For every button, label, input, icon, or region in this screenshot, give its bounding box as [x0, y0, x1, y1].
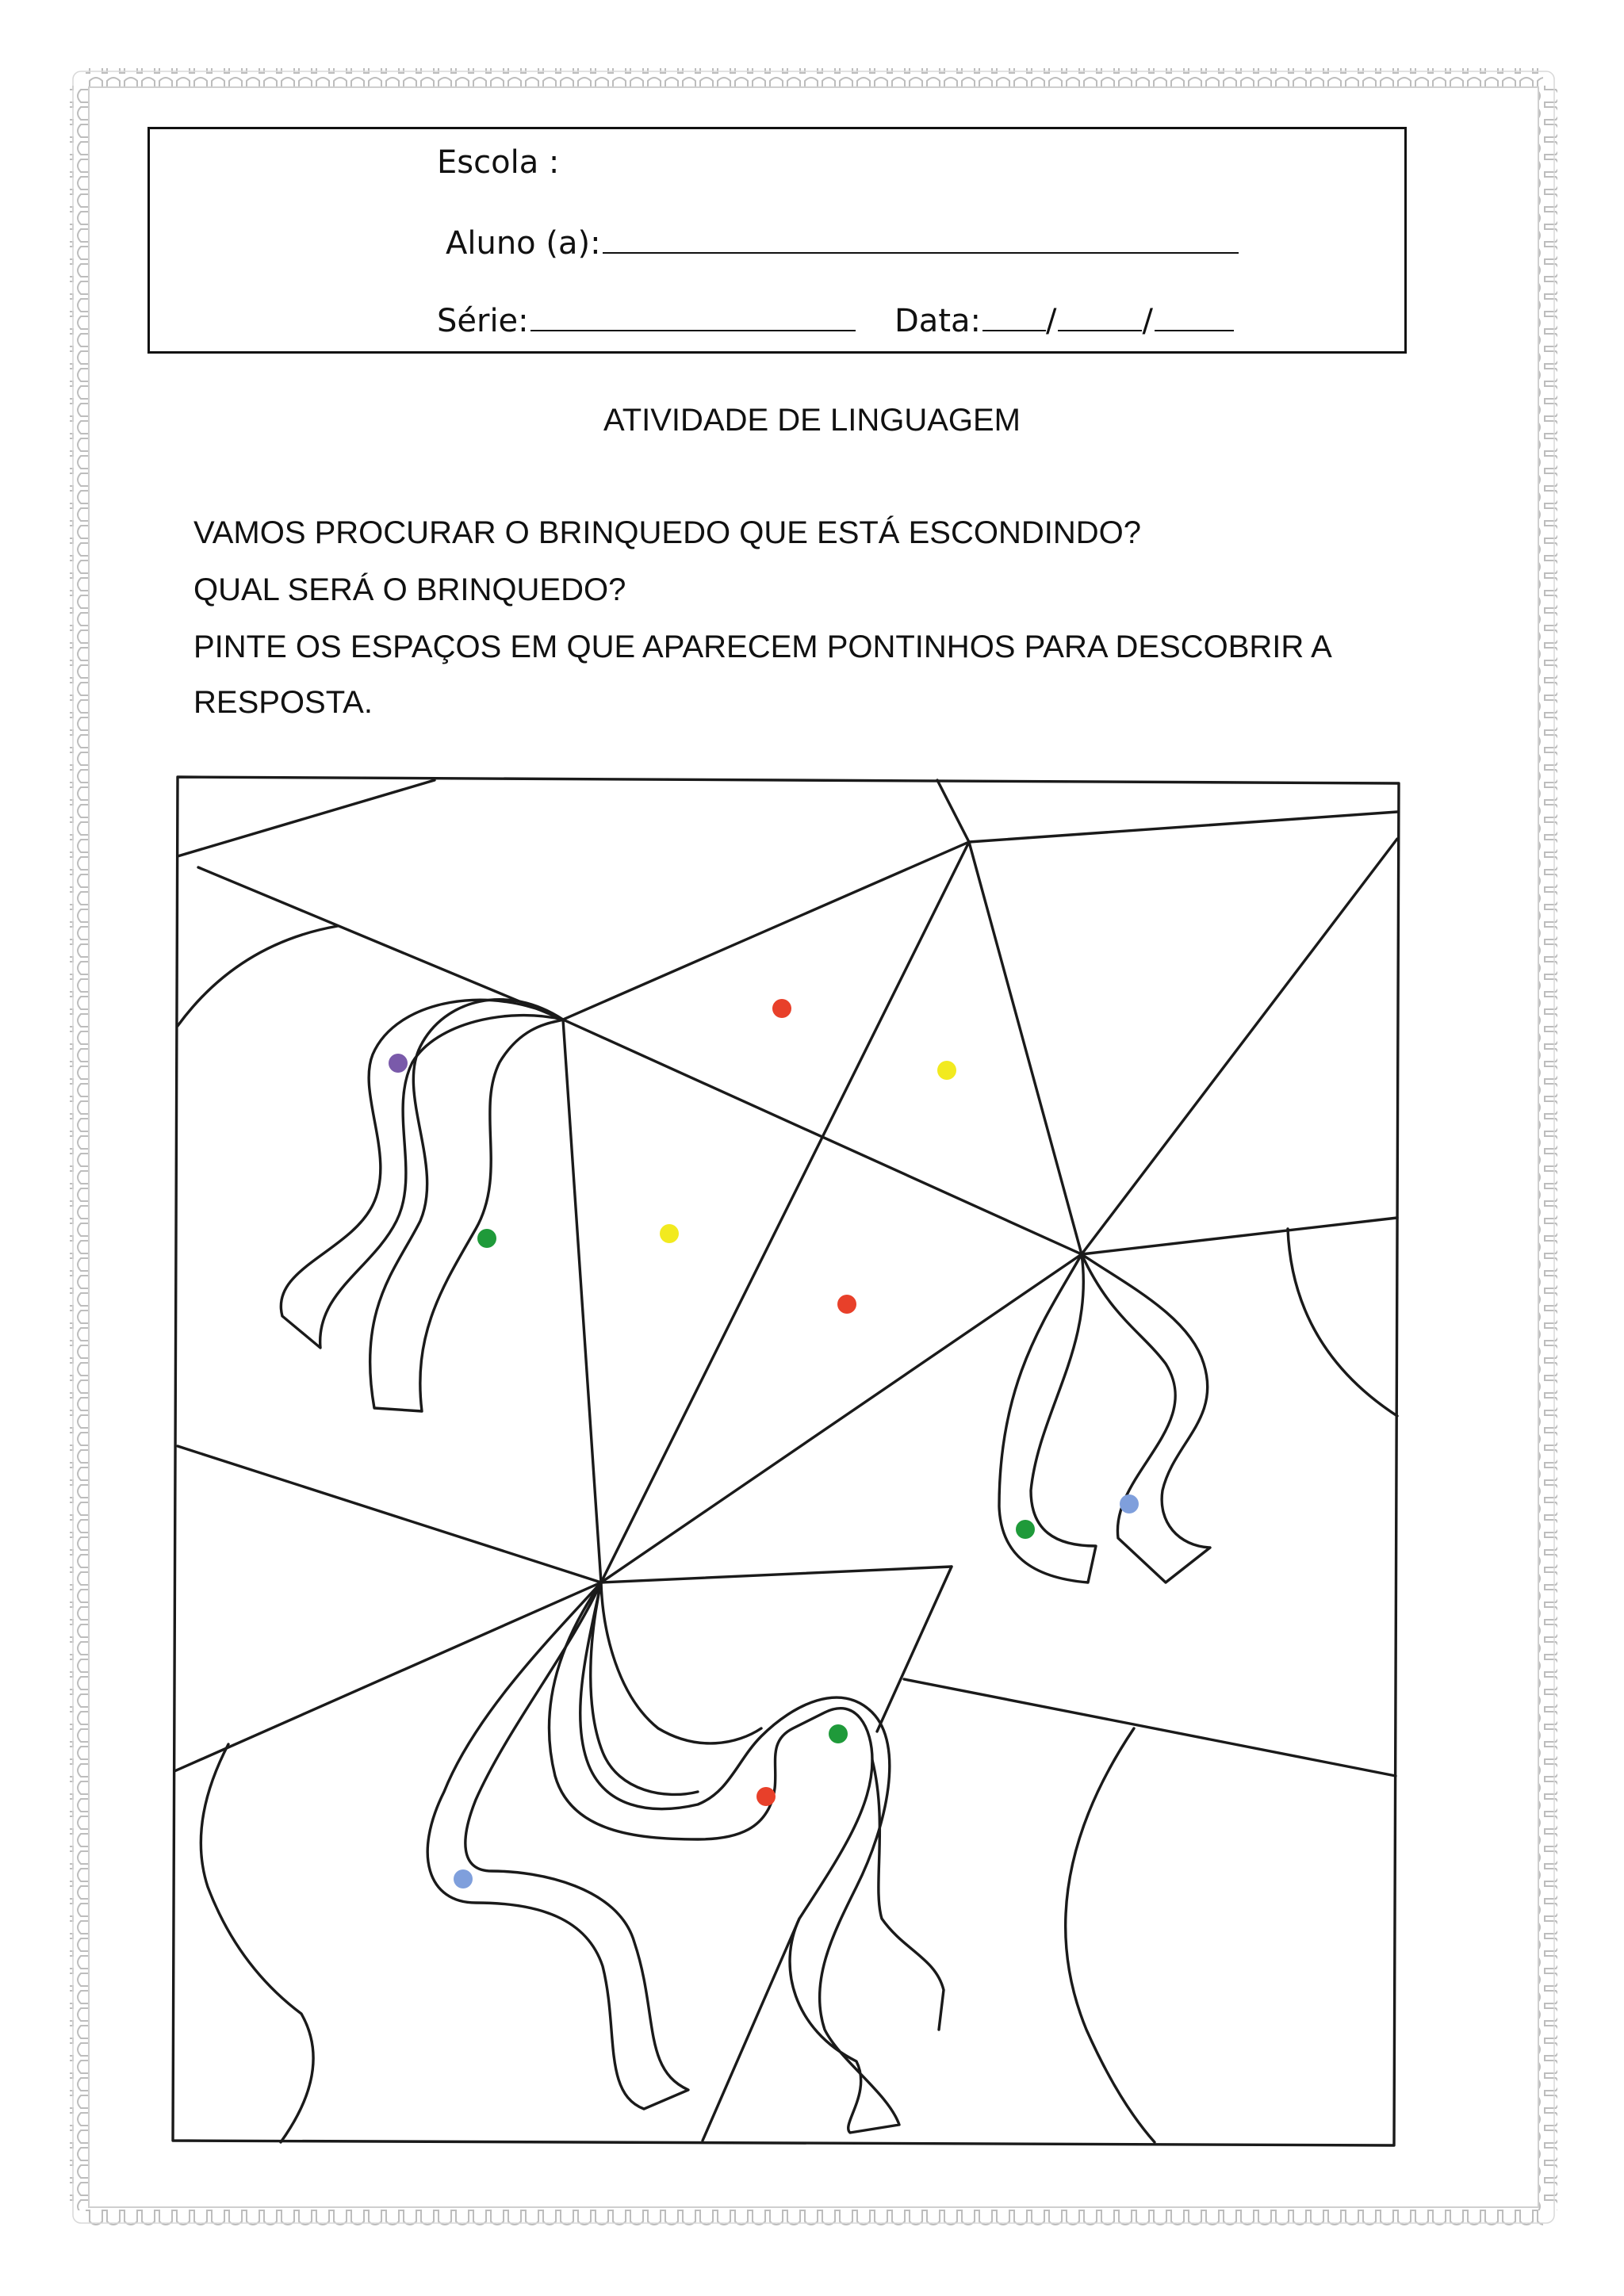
- picture-frame: [173, 777, 1399, 2145]
- color-dots: [389, 999, 1139, 1888]
- blue-dot: [1120, 1494, 1139, 1513]
- activity-title: ATIVIDADE DE LINGUAGEM: [603, 403, 1021, 438]
- red-dot: [756, 1787, 776, 1806]
- student-name-label: Aluno (a):: [446, 225, 601, 262]
- instruction-line-4: RESPOSTA.: [193, 685, 373, 720]
- blue-dot: [454, 1869, 473, 1888]
- instruction-line-3: PINTE OS ESPAÇOS EM QUE APARECEM PONTINHOS PARA DESCOBRIR A: [193, 629, 1332, 664]
- purple-dot: [389, 1054, 408, 1073]
- school-label: Escola :: [437, 144, 560, 181]
- grade-label: Série:: [437, 303, 529, 339]
- instruction-line-2: QUAL SERÁ O BRINQUEDO?: [193, 572, 626, 607]
- green-dot: [829, 1724, 848, 1743]
- date-separator: /: [1142, 303, 1153, 339]
- green-dot: [1016, 1520, 1035, 1539]
- red-dot: [772, 999, 791, 1018]
- red-dot: [837, 1295, 856, 1314]
- instruction-line-1: VAMOS PROCURAR O BRINQUEDO QUE ESTÁ ESCONDINDO?: [193, 515, 1141, 550]
- green-dot: [477, 1229, 496, 1248]
- yellow-dot: [660, 1224, 679, 1243]
- date-separator: /: [1045, 303, 1057, 339]
- date-label: Data:: [894, 303, 981, 339]
- yellow-dot: [937, 1061, 956, 1080]
